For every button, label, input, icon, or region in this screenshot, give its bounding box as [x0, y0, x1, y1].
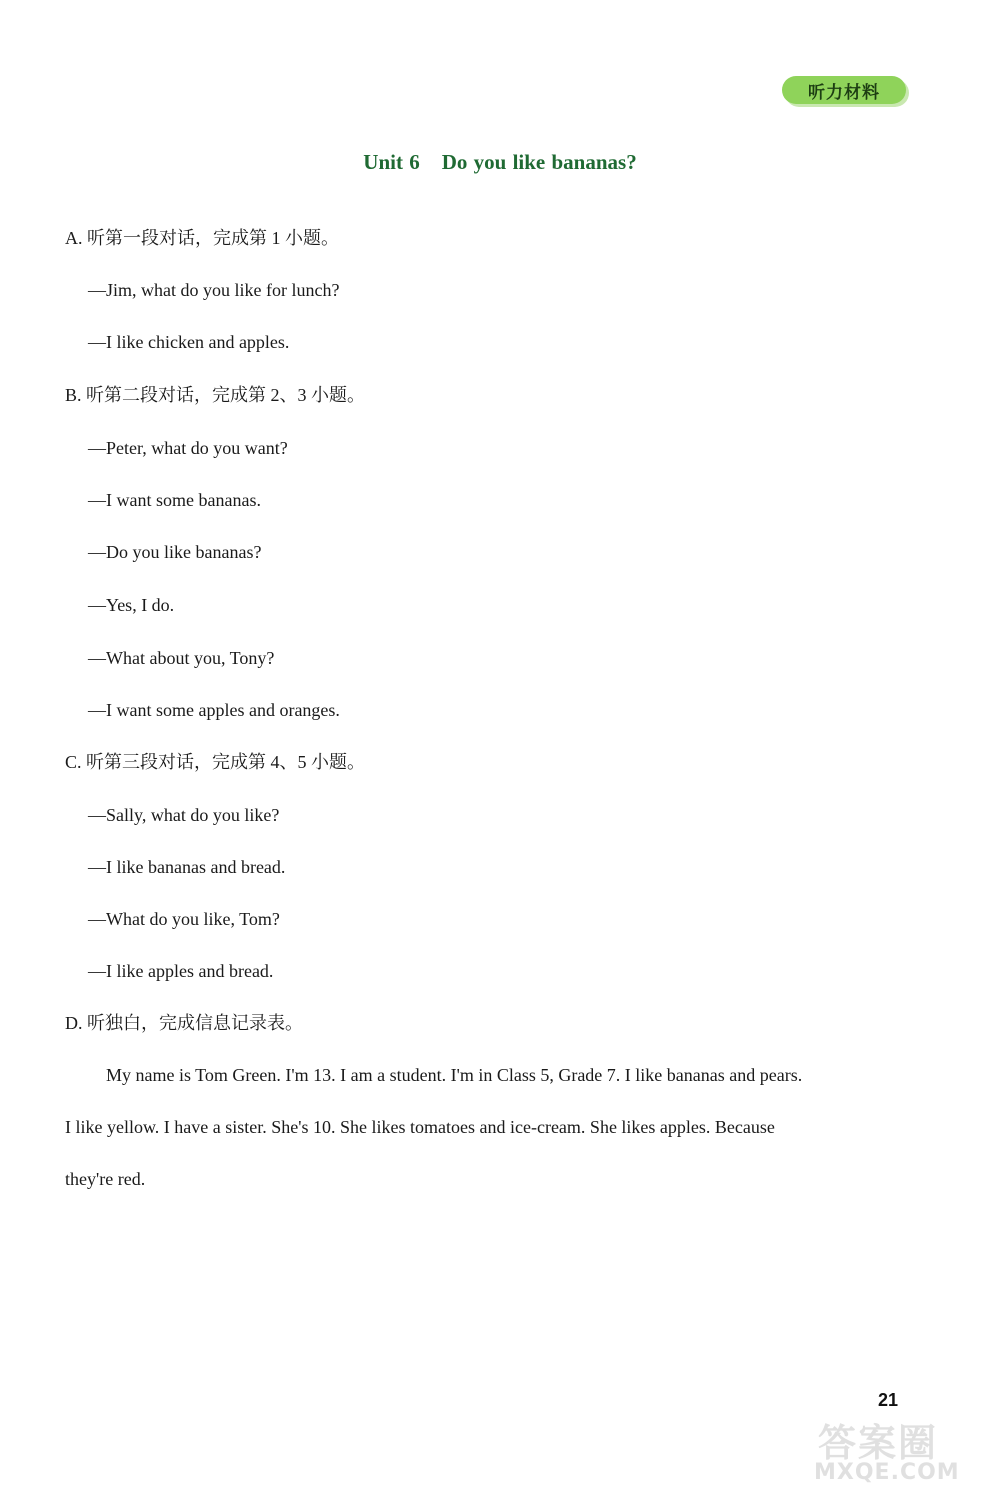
dialogue-line: —Sally, what do you like? [88, 805, 280, 825]
dialogue-line: —I like bananas and bread. [88, 857, 286, 877]
title-unit: Unit 6 [363, 150, 420, 174]
section-badge: 听力材料 [782, 76, 906, 104]
title-topic: Do you like bananas? [441, 150, 637, 174]
dialogue-line: —I want some bananas. [88, 490, 261, 510]
section-a-heading: A. 听第一段对话，完成第 1 小题。 [65, 228, 339, 248]
dialogue-line: —Yes, I do. [88, 595, 175, 615]
monologue-line: I like yellow. I have a sister. She's 10. She likes tomatoes and ice-cream. She likes apples. Because [65, 1117, 775, 1137]
watermark [800, 1412, 995, 1492]
page-title [0, 150, 1000, 175]
dialogue-line: —I like apples and bread. [88, 961, 274, 981]
section-c-heading: C. 听第三段对话，完成第 4、5 小题。 [65, 752, 366, 772]
section-d-heading: D. 听独白，完成信息记录表。 [65, 1013, 303, 1033]
monologue-line: they're red. [65, 1169, 146, 1189]
dialogue-line: —Peter, what do you want? [88, 438, 288, 458]
dialogue-line: —Jim, what do you like for lunch? [88, 280, 340, 300]
watermark-url: MXQE.COM [814, 1460, 960, 1485]
page-number: 21 [878, 1390, 899, 1410]
section-b-heading: B. 听第二段对话，完成第 2、3 小题。 [65, 385, 366, 405]
dialogue-line: —Do you like bananas? [88, 542, 262, 562]
watermark-text: 答案圈 [818, 1421, 939, 1465]
dialogue-line: —What about you, Tony? [88, 648, 275, 668]
monologue-line: My name is Tom Green. I'm 13. I am a student. I'm in Class 5, Grade 7. I like bananas and pears. [106, 1065, 803, 1085]
dialogue-line: —I like chicken and apples. [88, 332, 290, 352]
dialogue-line: —I want some apples and oranges. [88, 700, 340, 720]
dialogue-line: —What do you like, Tom? [88, 909, 280, 929]
